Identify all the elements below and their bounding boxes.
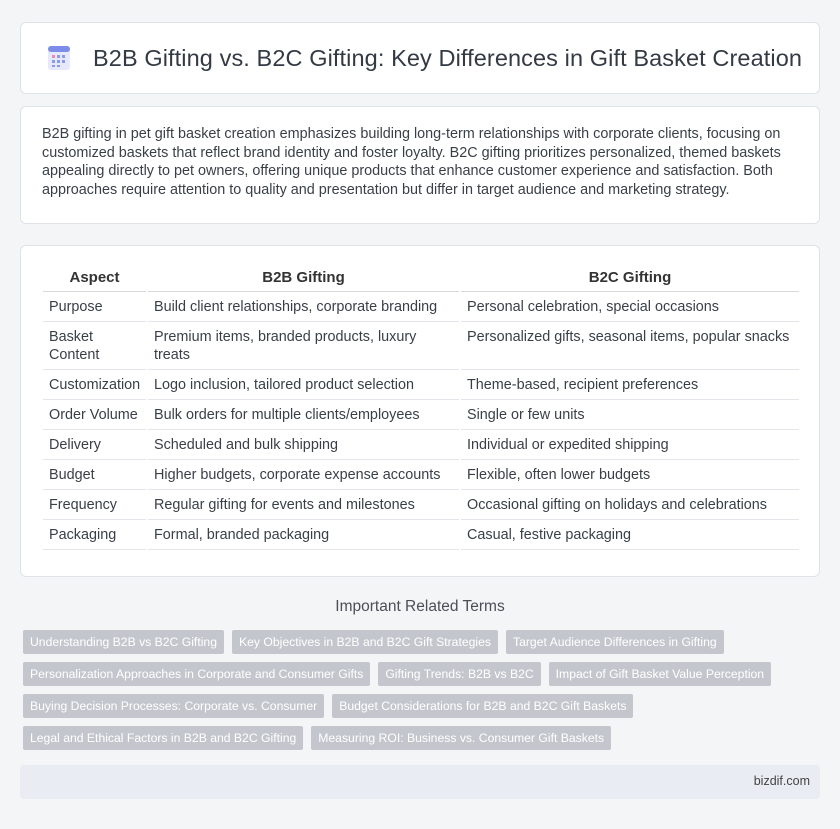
cell-aspect: Basket Content — [43, 322, 147, 370]
table-row — [43, 430, 799, 460]
cell-aspect: Packaging — [43, 520, 147, 550]
related-term-link[interactable]: Understanding B2B vs B2C Gifting — [23, 630, 224, 654]
cell-aspect: Budget — [43, 460, 147, 490]
cell-b2b: Logo inclusion, tailored product selection — [147, 370, 460, 400]
cell-b2c: Theme-based, recipient preferences — [460, 370, 799, 400]
footer-site-link[interactable]: bizdif.com — [753, 774, 810, 788]
header-card — [20, 22, 820, 94]
table-row — [43, 520, 799, 550]
cell-b2b: Higher budgets, corporate expense accounts — [147, 460, 460, 490]
cell-b2b: Bulk orders for multiple clients/employees — [147, 400, 460, 430]
related-term-link[interactable]: Impact of Gift Basket Value Perception — [549, 662, 771, 686]
comparison-table — [43, 264, 799, 550]
footer — [20, 765, 820, 799]
cell-b2c: Occasional gifting on holidays and celebrations — [460, 490, 799, 520]
cell-b2b: Formal, branded packaging — [147, 520, 460, 550]
cell-aspect: Delivery — [43, 430, 147, 460]
related-term-link[interactable]: Budget Considerations for B2B and B2C Gift Baskets — [332, 694, 633, 718]
cell-b2c: Individual or expedited shipping — [460, 430, 799, 460]
related-terms-list — [23, 630, 823, 750]
related-term-link[interactable]: Buying Decision Processes: Corporate vs. Consumer — [23, 694, 324, 718]
table-row — [43, 322, 799, 370]
related-term-link[interactable]: Legal and Ethical Factors in B2B and B2C Gifting — [23, 726, 303, 750]
cell-b2b: Build client relationships, corporate branding — [147, 292, 460, 322]
table-row — [43, 370, 799, 400]
comparison-table-card — [20, 245, 820, 577]
cell-b2b: Regular gifting for events and milestones — [147, 490, 460, 520]
cell-b2c: Personal celebration, special occasions — [460, 292, 799, 322]
table-header-row — [43, 264, 799, 292]
cell-b2c: Single or few units — [460, 400, 799, 430]
cell-b2c: Flexible, often lower budgets — [460, 460, 799, 490]
page-title: B2B Gifting vs. B2C Gifting: Key Differences in Gift Basket Creation — [93, 44, 803, 71]
cell-b2b: Premium items, branded products, luxury treats — [147, 322, 460, 370]
header-aspect: Aspect — [43, 264, 147, 292]
cell-aspect: Frequency — [43, 490, 147, 520]
document-icon — [47, 45, 71, 71]
related-term-link[interactable]: Key Objectives in B2B and B2C Gift Strategies — [232, 630, 498, 654]
related-terms-title: Important Related Terms — [335, 598, 505, 615]
cell-b2b: Scheduled and bulk shipping — [147, 430, 460, 460]
related-term-link[interactable]: Measuring ROI: Business vs. Consumer Gift Baskets — [311, 726, 611, 750]
table-row — [43, 490, 799, 520]
cell-aspect: Customization — [43, 370, 147, 400]
header-b2c: B2C Gifting — [460, 264, 799, 292]
related-term-link[interactable]: Personalization Approaches in Corporate and Consumer Gifts — [23, 662, 370, 686]
intro-paragraph: B2B gifting in pet gift basket creation emphasizes building long-term relationships with corporate clients, focusing on customized baskets that reflect brand identity and foster loyalty. B2C gifting prioritizes personalized, themed baskets appealing directly to pet owners, offering unique products that enhance customer experience and satisfaction. Both approaches require attention to quality and presentation but differ in target audience and marketing strategy. — [42, 126, 781, 198]
table-row — [43, 292, 799, 322]
cell-b2c: Casual, festive packaging — [460, 520, 799, 550]
intro-card — [20, 106, 820, 224]
table-row — [43, 400, 799, 430]
cell-aspect: Order Volume — [43, 400, 147, 430]
cell-aspect: Purpose — [43, 292, 147, 322]
related-term-link[interactable]: Target Audience Differences in Gifting — [506, 630, 724, 654]
related-term-link[interactable]: Gifting Trends: B2B vs B2C — [378, 662, 540, 686]
cell-b2c: Personalized gifts, seasonal items, popular snacks — [460, 322, 799, 370]
table-row — [43, 460, 799, 490]
header-b2b: B2B Gifting — [147, 264, 460, 292]
